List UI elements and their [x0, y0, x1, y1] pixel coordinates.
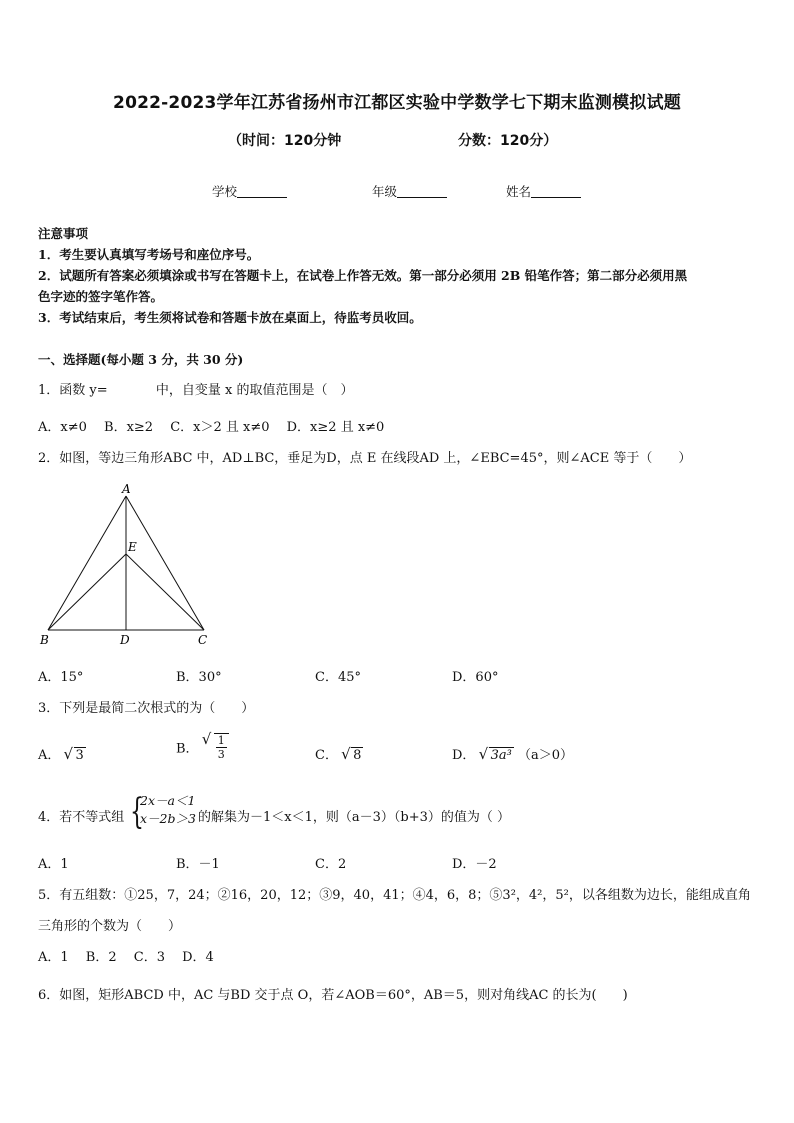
grade-label: 年级	[372, 184, 398, 199]
q5-options: A．1 B．2 C．3 D．4	[38, 950, 214, 965]
name-field	[506, 182, 581, 200]
q3-option-c-radicand: 8	[353, 748, 362, 763]
note-item-2-cont: 色字迹的签字笔作答。	[38, 289, 164, 304]
q3-option-d-sqrt	[480, 748, 514, 763]
q4-stem-b: 的解集为－1＜x＜1，则（a－3）（b+3）的值为（ ）	[198, 810, 511, 825]
q3-option-d-condition: （a＞0）	[517, 748, 573, 763]
grade-field	[372, 182, 447, 200]
q2-option-c: C．45°	[315, 670, 361, 685]
q4-stem-a: 4．若不等式组	[38, 810, 125, 825]
label-b: B	[40, 633, 49, 647]
name-blank[interactable]	[531, 185, 581, 198]
edge-ab	[48, 496, 126, 630]
q3-option-c-sqrt	[342, 748, 363, 763]
q1-stem-a: 1．函数 y=	[38, 383, 108, 398]
q3-option-c-letter: C．	[315, 748, 338, 763]
q3-option-d	[452, 744, 573, 763]
school-label: 学校	[212, 184, 238, 199]
note-item-3: 3．考试结束后，考生须将试卷和答题卡放在桌面上，待监考员收回。	[38, 310, 422, 325]
triangle-diagram	[36, 482, 216, 650]
exam-score: 分数：120分）	[458, 133, 558, 149]
q3-stem: 3．下列是最简二次根式的为（ ）	[38, 701, 255, 716]
segment-ec	[126, 554, 204, 630]
q4-option-d: D．－2	[452, 857, 497, 872]
q3-option-b-sqrt	[203, 733, 229, 761]
q4-option-a: A．1	[38, 857, 69, 872]
q4-inequality-system	[140, 792, 196, 828]
exam-time: （时间：120分钟	[228, 133, 342, 149]
q4-inequality-2: x－2b＞3	[140, 811, 196, 826]
school-field	[212, 182, 287, 200]
q1-options: A．x≠0 B．x≥2 C．x＞2 且 x≠0 D．x≥2 且 x≠0	[38, 420, 385, 435]
q5-stem-line2: 三角形的个数为（ ）	[38, 919, 182, 934]
notes-heading: 注意事项	[38, 226, 89, 241]
q3-option-a-radicand: 3	[75, 748, 84, 763]
label-e: E	[128, 540, 137, 554]
q4-option-c: C．2	[315, 857, 347, 872]
q5-stem-line1: 5．有五组数：①25，7，24；②16，20，12；③9，40，41；④4，6，8；⑤3²，4²，5²，以各组数为边长，能组成直角	[38, 888, 751, 903]
name-label: 姓名	[506, 184, 532, 199]
label-d: D	[120, 633, 130, 647]
q3-option-a-sqrt	[65, 748, 86, 763]
q6-stem: 6．如图，矩形ABCD 中，AC 与BD 交于点 O，若∠AOB＝60°，AB＝5，则对角线AC 的长为( )	[38, 988, 628, 1003]
grade-blank[interactable]	[397, 185, 447, 198]
q3-option-c	[315, 744, 363, 763]
school-blank[interactable]	[237, 185, 287, 198]
q1-stem	[38, 379, 354, 398]
q3-option-d-radicand: 3a³	[490, 748, 512, 763]
q4-option-b: B．－1	[176, 857, 220, 872]
q2-stem: 2．如图，等边三角形ABC 中，AD⊥BC，垂足为D，点 E 在线段AD 上，∠EBC=45°，则∠ACE 等于（ ）	[38, 451, 692, 466]
label-c: C	[198, 633, 208, 647]
note-item-2: 2．试题所有答案必须填涂或书写在答题卡上，在试卷上作答无效。第一部分必须用 2B 铅笔作答；第二部分必须用黑	[38, 268, 688, 283]
q3-option-b-denominator: 3	[217, 748, 225, 761]
q2-option-a: A．15°	[38, 670, 84, 685]
q4-inequality-1: 2x－a＜1	[140, 793, 196, 808]
q3-option-b-fraction	[214, 733, 229, 761]
segment-be	[48, 554, 126, 630]
q3-option-a	[38, 744, 86, 763]
q2-option-b: B．30°	[176, 670, 222, 685]
exam-title: 2022-2023学年江苏省扬州市江都区实验中学数学七下期末监测模拟试题	[113, 93, 681, 113]
note-item-1: 1．考生要认真填写考场号和座位序号。	[38, 247, 260, 262]
q3-option-b	[176, 733, 229, 761]
q4-brace: {	[130, 792, 144, 833]
q1-stem-b: 中，自变量 x 的取值范围是（ ）	[155, 383, 354, 398]
q3-option-b-letter: B．	[176, 741, 199, 757]
q3-option-a-letter: A．	[38, 748, 61, 763]
label-a: A	[122, 482, 131, 496]
q2-option-d: D．60°	[452, 670, 499, 685]
section-heading: 一、选择题(每小题 3 分，共 30 分)	[38, 352, 244, 367]
q3-option-d-letter: D．	[452, 748, 476, 763]
q3-option-b-numerator: √ 1	[217, 734, 225, 747]
edge-ac	[126, 496, 204, 630]
